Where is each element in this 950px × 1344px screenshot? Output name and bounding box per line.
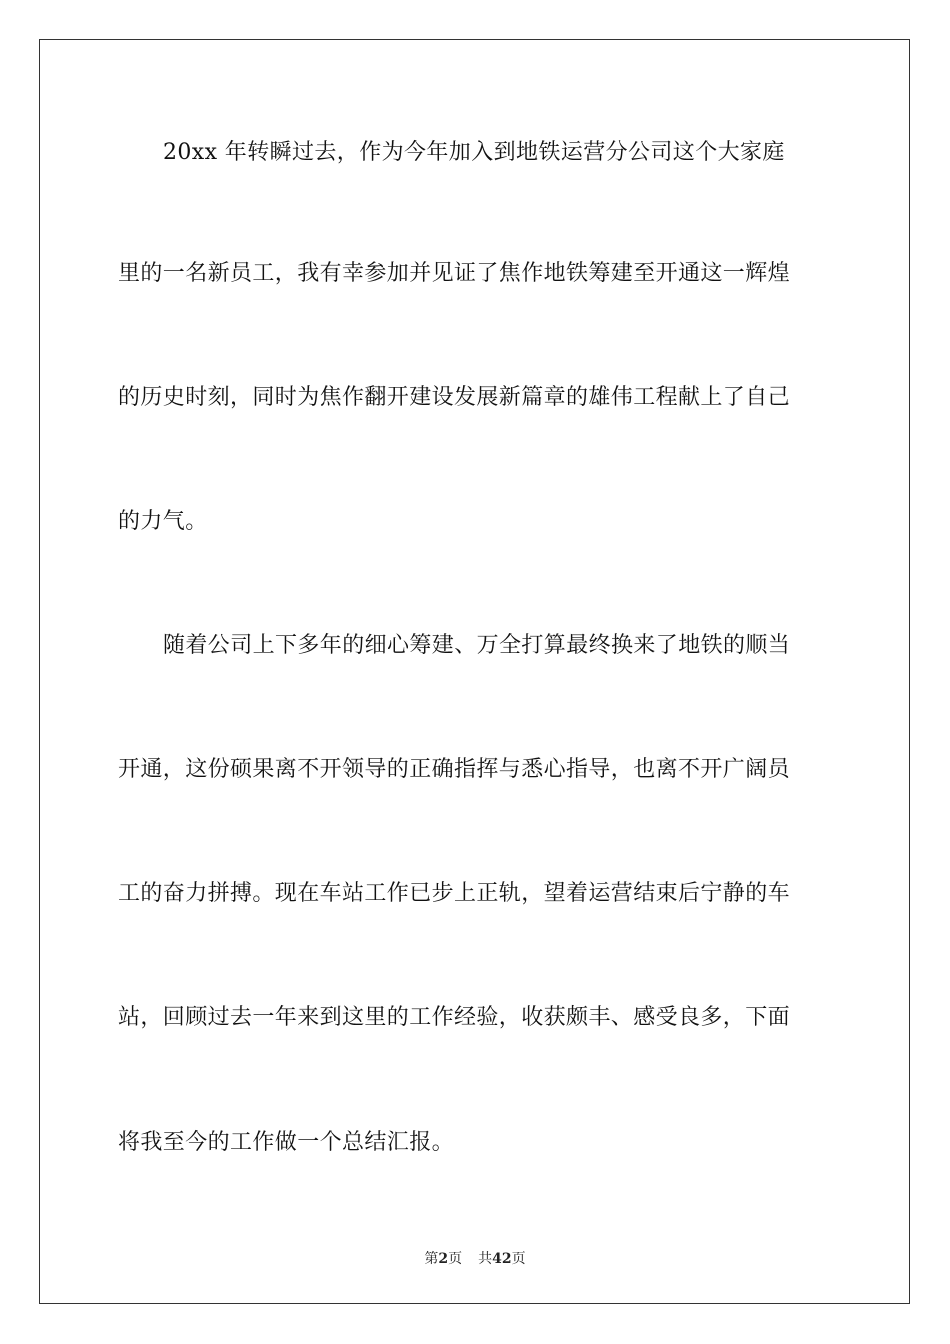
total-pages-label bbox=[478, 1250, 525, 1268]
paragraph-1-line-1: 20xx 年转瞬过去，作为今年加入到地铁运营分公司这个大家庭 bbox=[163, 140, 785, 165]
page-prefix: 第 bbox=[424, 1251, 439, 1267]
paragraph-1-line-3: 的历史时刻，同时为焦作翻开建设发展新篇章的雄伟工程献上了自己 bbox=[118, 385, 791, 410]
paragraph-2-line-3: 工的奋力拼搏。现在车站工作已步上正轨，望着运营结束后宁静的车 bbox=[118, 881, 791, 906]
page-suffix: 页 bbox=[448, 1251, 463, 1267]
paragraph-2-line-2: 开通，这份硕果离不开领导的正确指挥与悉心指导，也离不开广阔员 bbox=[118, 757, 791, 782]
paragraph-2-line-5: 将我至今的工作做一个总结汇报。 bbox=[118, 1130, 455, 1155]
paragraph-1-line-2: 里的一名新员工，我有幸参加并见证了焦作地铁筹建至开通这一辉煌 bbox=[118, 261, 791, 286]
page-number-label bbox=[424, 1250, 462, 1268]
paragraph-2-line-4: 站，回顾过去一年来到这里的工作经验，收获颇丰、感受良多，下面 bbox=[118, 1005, 791, 1030]
page-border bbox=[39, 39, 910, 1304]
page-footer bbox=[0, 1250, 950, 1268]
total-page-count: 42 bbox=[492, 1251, 512, 1267]
total-prefix: 共 bbox=[478, 1251, 493, 1267]
paragraph-1-line-4: 的力气。 bbox=[118, 509, 208, 534]
paragraph-2-line-1: 随着公司上下多年的细心筹建、万全打算最终换来了地铁的顺当 bbox=[163, 633, 791, 658]
total-suffix: 页 bbox=[511, 1251, 526, 1267]
current-page-number: 2 bbox=[438, 1251, 449, 1267]
